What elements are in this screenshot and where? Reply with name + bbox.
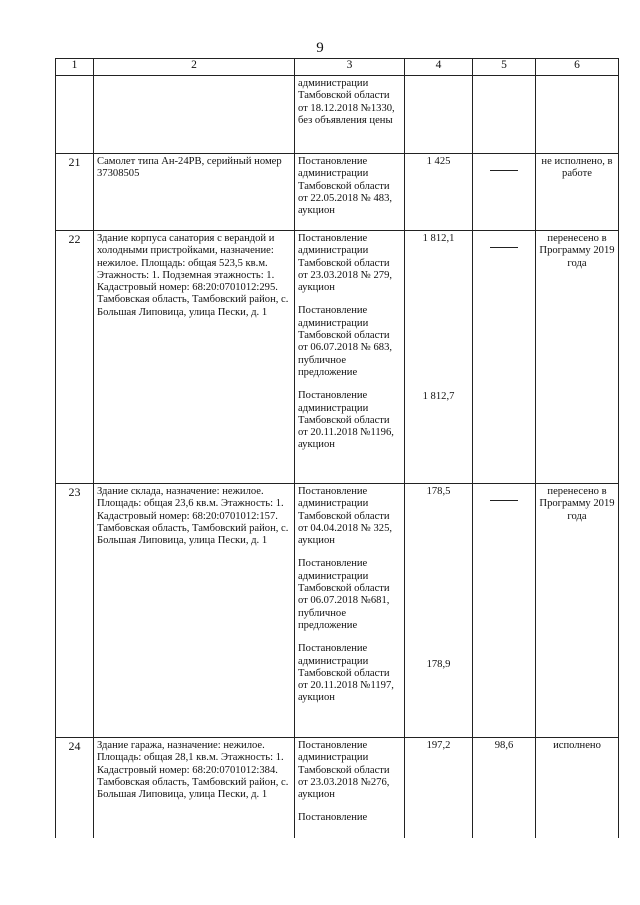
value-a: 1 812,1 (422, 233, 455, 244)
value-b-cell (473, 231, 536, 484)
act-text: Постановление администрации Тамбовской области от 06.07.2018 №681, публичное предложение (298, 558, 390, 631)
table-row (56, 484, 619, 738)
value-a: 1 812,7 (422, 391, 455, 403)
value-b-cell: 98,6 (473, 738, 536, 838)
column-header: 1 (56, 59, 94, 76)
value-b-cell (473, 76, 536, 154)
value-cell (405, 231, 473, 484)
object-description (94, 76, 295, 154)
table-row (56, 738, 619, 838)
row-number: 24 (56, 738, 94, 838)
page-number: 9 (316, 40, 324, 56)
column-header: 5 (473, 59, 536, 76)
row-number: 21 (56, 154, 94, 231)
act-cell (295, 738, 405, 838)
act-text: Постановление администрации Тамбовской области от 20.11.2018 №1196, аукцион (298, 390, 394, 451)
status-cell: перенесено в Программу 2019 года (536, 484, 619, 738)
value-a: 197,2 (426, 740, 451, 751)
act-text: Постановление администрации Тамбовской области от 23.03.2018 №276, аукцион (298, 740, 390, 801)
act-text: Постановление администрации Тамбовской области от 06.07.2018 № 683, публичное предложение (298, 305, 393, 378)
table-row (56, 76, 619, 154)
row-number (56, 76, 94, 154)
value-cell (405, 738, 473, 838)
act-cell (295, 154, 405, 231)
column-header: 4 (405, 59, 473, 76)
act-text: Постановление администрации Тамбовской области от 23.03.2018 № 279, аукцион (298, 233, 393, 294)
table-header-row (56, 59, 619, 76)
value-a: 178,9 (426, 659, 451, 671)
value-b (490, 170, 518, 171)
status-cell: не исполнено, в работе (536, 154, 619, 231)
column-header: 2 (94, 59, 295, 76)
object-description: Здание корпуса санатория с верандой и холодными пристройками, назначение: нежилое. Площадь: общая 523,5 кв.м. Этажность: 1. Подземная этажность: 1. Кадастровый номер: 68:20:0701012:295. Тамбовская область, Тамбовский район, с. Большая Липовица, улица Пески, д. 1 (94, 231, 295, 484)
act-text: администрации Тамбовской области от 18.12.2018 №1330, без объявления цены (298, 78, 395, 126)
value-cell (405, 76, 473, 154)
column-header: 3 (295, 59, 405, 76)
row-number: 23 (56, 484, 94, 738)
act-text: Постановление администрации Тамбовской области от 22.05.2018 № 483, аукцион (298, 156, 393, 217)
privatization-table (55, 58, 619, 838)
object-description: Самолет типа Ан-24РВ, серийный номер 37308505 (94, 154, 295, 231)
value-a: 1 425 (426, 156, 451, 167)
act-text: Постановление администрации Тамбовской области от 20.11.2018 №1197, аукцион (298, 643, 394, 704)
act-cell (295, 76, 405, 154)
row-number: 22 (56, 231, 94, 484)
status-cell (536, 76, 619, 154)
status-cell: перенесено в Программу 2019 года (536, 231, 619, 484)
object-description: Здание гаража, назначение: нежилое. Площадь: общая 28,1 кв.м. Этажность: 1. Кадастровый номер: 68:20:0701012:384. Тамбовская область, Тамбовский район, с. Большая Липовица, улица Пески, д. 1 (94, 738, 295, 838)
object-description: Здание склада, назначение: нежилое. Площадь: общая 23,6 кв.м. Этажность: 1. Кадастровый номер: 68:20:0701012:157. Тамбовская область, Тамбовский район, с. Большая Липовица, улица Пески, д. 1 (94, 484, 295, 738)
status-cell: исполнено (536, 738, 619, 838)
value-cell (405, 484, 473, 738)
value-b (490, 500, 518, 501)
value-b-cell (473, 484, 536, 738)
table-row (56, 154, 619, 231)
act-cell (295, 231, 405, 484)
value-a: 178,5 (426, 486, 451, 497)
act-text: Постановление администрации Тамбовской области от 04.04.2018 № 325, аукцион (298, 486, 393, 547)
value-b (490, 247, 518, 248)
act-text: Постановление (298, 812, 368, 824)
value-cell (405, 154, 473, 231)
value-b-cell (473, 154, 536, 231)
table-row (56, 231, 619, 484)
column-header: 6 (536, 59, 619, 76)
act-cell (295, 484, 405, 738)
